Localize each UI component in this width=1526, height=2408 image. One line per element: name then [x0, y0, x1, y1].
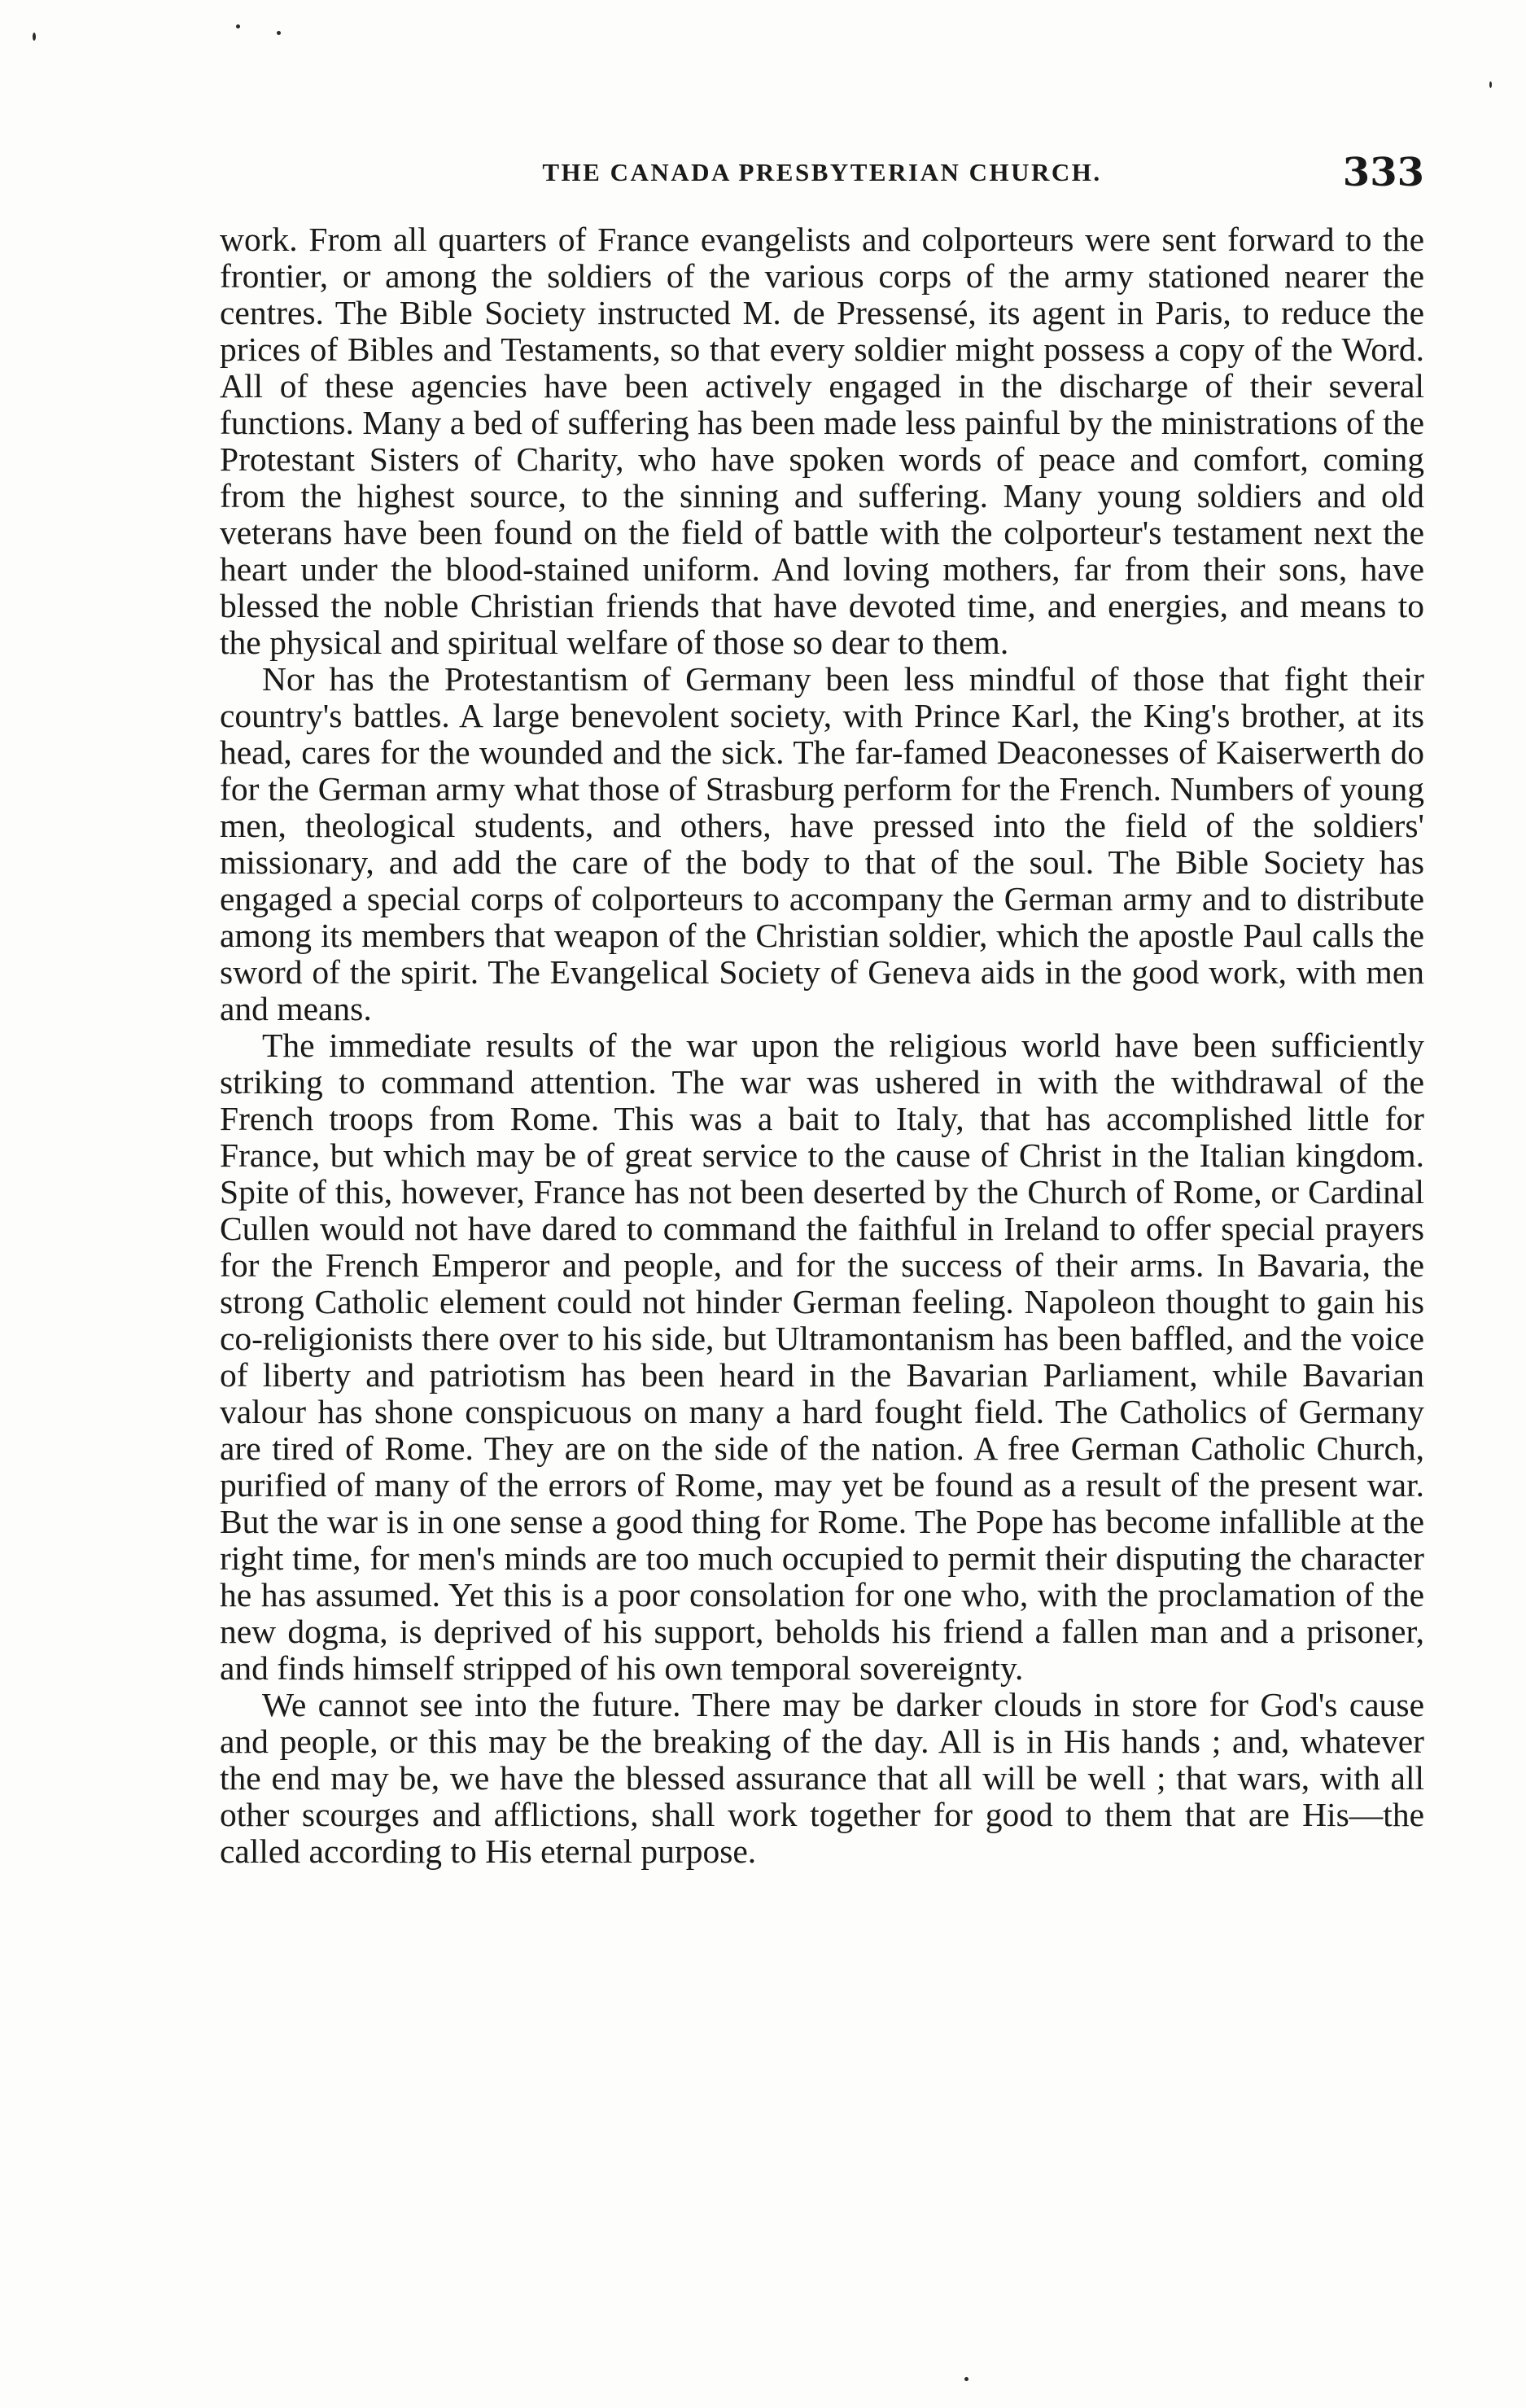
running-title: THE CANADA PRESBYTERIAN CHURCH. [542, 158, 1102, 186]
body-text [220, 221, 1424, 1870]
print-speck [1489, 81, 1492, 88]
paragraph-1: work. From all quarters of France evangelists and colporteurs were sent forward to the frontier, or among the soldiers of the various corps of the army stationed nearer the centres. The Bible Society instructed M. de Pressensé, its agent in Paris, to reduce the prices of Bibles and Testaments, so that every soldier might possess a copy of the Word. All of these agencies have been actively engaged in the discharge of their several functions. Many a bed of suffering has been made less painful by the ministrations of the Protestant Sisters of Charity, who have spoken words of peace and comfort, coming from the highest source, to the sinning and suffering. Many young soldiers and old veterans have been found on the field of battle with the colporteur's testament next the heart under the blood-stained uniform. And loving mothers, far from their sons, have blessed the noble Christian friends that have devoted time, and energies, and means to the physical and spiritual welfare of those so dear to them. [220, 221, 1424, 661]
print-speck [236, 24, 240, 28]
print-speck [964, 2377, 969, 2381]
page-header [220, 150, 1424, 204]
paragraph-4: We cannot see into the future. There may be darker clouds in store for God's cause and people, or this may be the breaking of the day. All is in His hands ; and, whatever the end may be, we have the blessed assurance that all will be well ; that wars, with all other scourges and afflictions, shall work together for good to them that are His—the called according to His eternal purpose. [220, 1686, 1424, 1870]
page-number: 333 [1342, 150, 1424, 195]
paragraph-2: Nor has the Protestantism of Germany been less mindful of those that fight their country's battles. A large benevolent society, with Prince Karl, the King's brother, at its head, cares for the wounded and the sick. The far-famed Deaconesses of Kaiserwerth do for the German army what those of Strasburg perform for the French. Numbers of young men, theological students, and others, have pressed into the field of the soldiers' missionary, and add the care of the body to that of the soul. The Bible Society has engaged a special corps of colporteurs to accompany the German army and to distribute among its members that weapon of the Christian soldier, which the apostle Paul calls the sword of the spirit. The Evangelical Society of Geneva aids in the good work, with men and means. [220, 660, 1424, 1027]
paragraph-3: The immediate results of the war upon the religious world have been sufficiently striking to command attention. The war was ushered in with the withdrawal of the French troops from Rome. This was a bait to Italy, that has accomplished little for France, but which may be of great service to the cause of Christ in the Italian kingdom. Spite of this, however, France has not been deserted by the Church of Rome, or Cardinal Cullen would not have dared to command the faithful in Ireland to offer special prayers for the French Emperor and people, and for the success of their arms. In Bavaria, the strong Catholic element could not hinder German feeling. Napoleon thought to gain his co-religionists there over to his side, but Ultramontanism has been baffled, and the voice of liberty and patriotism has been heard in the Bavarian Parliament, while Bavarian valour has shone conspicuous on many a hard fought field. The Catholics of Germany are tired of Rome. They are on the side of the nation. A free German Catholic Church, purified of many of the errors of Rome, may yet be found as a result of the present war. But the war is in one sense a good thing for Rome. The Pope has become infallible at the right time, for men's minds are too much occupied to permit their disputing the character he has assumed. Yet this is a poor consolation for one who, with the proclamation of the new dogma, is deprived of his support, beholds his friend a fallen man and a prisoner, and finds himself stripped of his own temporal sovereignty. [220, 1027, 1424, 1687]
print-speck [33, 33, 36, 41]
print-speck [277, 31, 281, 35]
